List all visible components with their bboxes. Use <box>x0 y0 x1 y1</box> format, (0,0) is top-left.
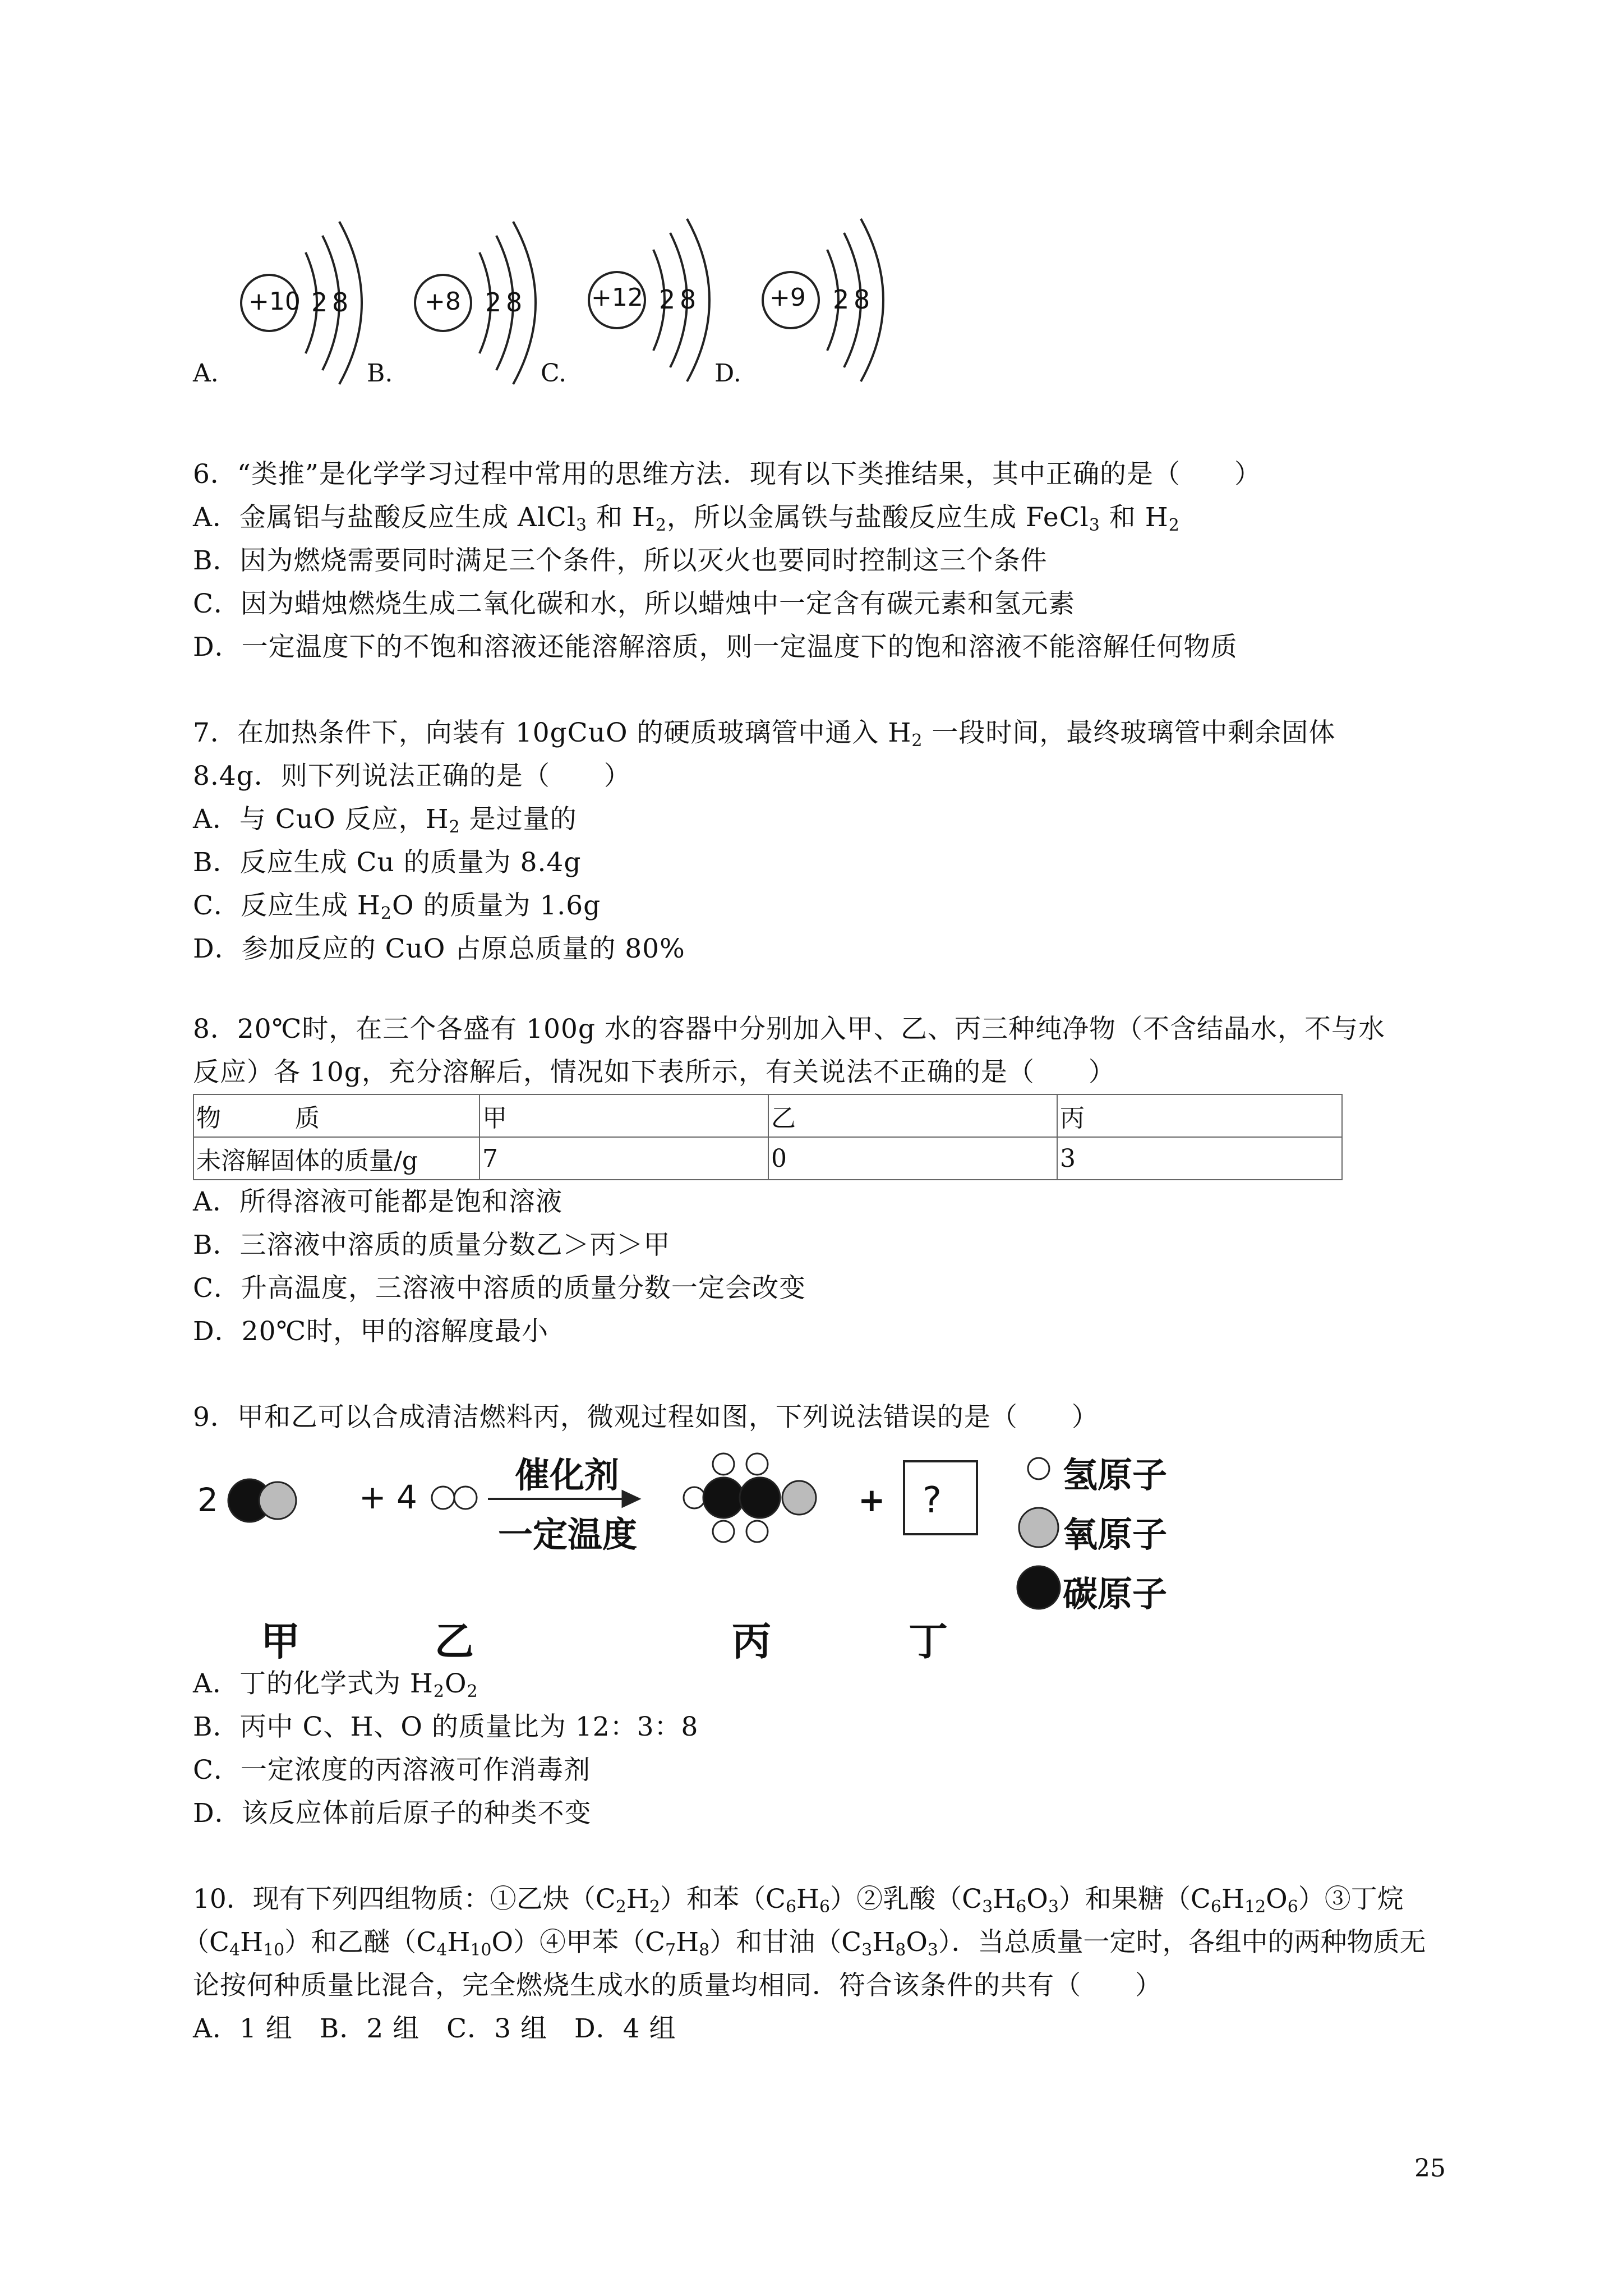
catalyst-label: 催化剂 <box>515 1455 620 1496</box>
q10-options: A．1 组 B．2 组 C．3 组 D．4 组 <box>193 2013 676 2044</box>
q9-option-a: A．丁的化学式为 $H_2O_2$ <box>193 1668 478 1701</box>
plus-4: + 4 <box>359 1478 417 1516</box>
atom-c-shell1: 2 <box>659 284 676 315</box>
table-header-row <box>193 1094 1342 1137</box>
q6-option-b: B．因为燃烧需要同时满足三个条件，所以灭火也要同时控制这三个条件 <box>193 545 1048 576</box>
q10-line1: 10．现有下列四组物质：①乙炔$(C_2H_2)$和苯$(C_6H_6)②$乳酸$(C_3H_6O_3)$和果糖$(C_6H_{12}O_6)③$丁烷 <box>193 1884 1404 1917</box>
table-cell: 丙 <box>1057 1094 1342 1137</box>
q8-option-d: D．20℃时，甲的溶解度最小 <box>193 1316 549 1347</box>
unknown-mark: ? <box>923 1480 942 1521</box>
option-d-label: D. <box>714 359 741 388</box>
option-c-label: C. <box>541 359 567 388</box>
q8-stem-line1: 8．20℃时，在三个各盛有 100g 水的容器中分别加入甲、乙、丙三种纯净物（不含结晶水，不与水 <box>193 1014 1385 1045</box>
solubility-table <box>193 1094 1343 1180</box>
legend-hydrogen: 氢原子 <box>1063 1455 1168 1496</box>
atom-a-shell2: 8 <box>332 287 349 318</box>
table-cell: 未溶解固体的质量/g <box>193 1137 479 1180</box>
q7-option-a: A．与 CuO 反应，$H_2$ 是过量的 <box>193 804 577 837</box>
table-row <box>193 1137 1342 1180</box>
condition-label: 一定温度 <box>498 1514 638 1555</box>
legend-oxygen: 氧原子 <box>1063 1514 1168 1555</box>
q7-stem-line1: 7．在加热条件下，向装有 10gCuO 的硬质玻璃管中通入 $H_2$ 一段时间，最终玻璃管中剩余固体 <box>193 717 1336 751</box>
q6-option-d: D．一定温度下的不饱和溶液还能溶解溶质，则一定温度下的饱和溶液不能溶解任何物质 <box>193 632 1238 662</box>
atom-c-nucleus: +12 <box>591 283 643 312</box>
q10-line3: 论按何种质量比混合，完全燃烧生成水的质量均相同．符合该条件的共有（ ） <box>193 1970 1162 2001</box>
table-cell: 0 <box>768 1137 1057 1180</box>
label-jia: 甲 <box>261 1618 300 1664</box>
table-cell: 甲 <box>479 1094 768 1137</box>
table-cell: 物 质 <box>193 1094 479 1137</box>
q9-option-c: C．一定浓度的丙溶液可作消毒剂 <box>193 1755 591 1786</box>
table-cell: 乙 <box>768 1094 1057 1137</box>
coefficient-2: 2 <box>197 1481 218 1519</box>
atom-a-shell1: 2 <box>311 287 328 318</box>
atom-a-nucleus: +10 <box>248 287 301 316</box>
atom-b-nucleus: +8 <box>425 287 461 316</box>
q6-option-c: C．因为蜡烛燃烧生成二氧化碳和水，所以蜡烛中一定含有碳元素和氢元素 <box>193 588 1075 619</box>
q8-stem-line2: 反应）各 10g，充分溶解后，情况如下表所示，有关说法不正确的是（ ） <box>193 1057 1115 1088</box>
atom-d-shell2: 8 <box>854 284 870 315</box>
table-cell: 7 <box>479 1137 768 1180</box>
atom-b-shell1: 2 <box>485 287 502 318</box>
q9-option-b: B．丙中 C、H、O 的质量比为 12：3：8 <box>193 1711 699 1742</box>
q8-option-c: C．升高温度，三溶液中溶质的质量分数一定会改变 <box>193 1273 806 1304</box>
q9-stem: 9．甲和乙可以合成清洁燃料丙，微观过程如图，下列说法错误的是（ ） <box>193 1402 1099 1433</box>
label-ding: 丁 <box>909 1618 948 1664</box>
legend-carbon: 碳原子 <box>1063 1573 1168 1614</box>
q7-option-c: C．反应生成 $H_2O$ 的质量为 1.6g <box>193 890 601 923</box>
q7-option-b: B．反应生成 Cu 的质量为 8.4g <box>193 847 582 878</box>
q8-option-b: B．三溶液中溶质的质量分数乙＞丙＞甲 <box>193 1230 671 1260</box>
q10-line2: $(C_4H_{10})$和乙醚$(C_4H_{10}O)④$甲苯$(C_7H_8)$和甘油$(C_3H_8O_3)$．当总质量一定时，各组中的两种物质无 <box>183 1927 1426 1960</box>
table-cell: 3 <box>1057 1137 1342 1180</box>
q9-option-d: D．该反应体前后原子的种类不变 <box>193 1798 592 1829</box>
label-yi: 乙 <box>435 1618 474 1664</box>
plus-sign: + <box>858 1481 886 1519</box>
option-a-label: A. <box>193 359 219 388</box>
reaction-diagram <box>191 1442 1200 1644</box>
q7-option-d: D．参加反应的 CuO 占原总质量的 80% <box>193 933 685 964</box>
label-bing: 丙 <box>732 1618 771 1664</box>
atom-d-shell1: 2 <box>833 284 850 315</box>
option-b-label: B. <box>367 359 393 388</box>
page-number: 25 <box>1414 2154 1446 2183</box>
atom-c-shell2: 8 <box>680 284 697 315</box>
q7-stem-line2: 8.4g．则下列说法正确的是（ ） <box>193 761 631 792</box>
q8-option-a: A．所得溶液可能都是饱和溶液 <box>193 1186 562 1217</box>
atom-b-shell2: 8 <box>506 287 523 318</box>
q6-option-a: A．金属铝与盐酸反应生成 AlCl$_3$ 和 $H_2$，所以金属铁与盐酸反应生成 FeCl$_3$ 和 $H_2$ <box>193 502 1180 535</box>
q6-stem: 6．“类推”是化学学习过程中常用的思维方法．现有以下类推结果，其中正确的是（ ） <box>193 459 1261 490</box>
atom-d-nucleus: +9 <box>769 283 806 312</box>
